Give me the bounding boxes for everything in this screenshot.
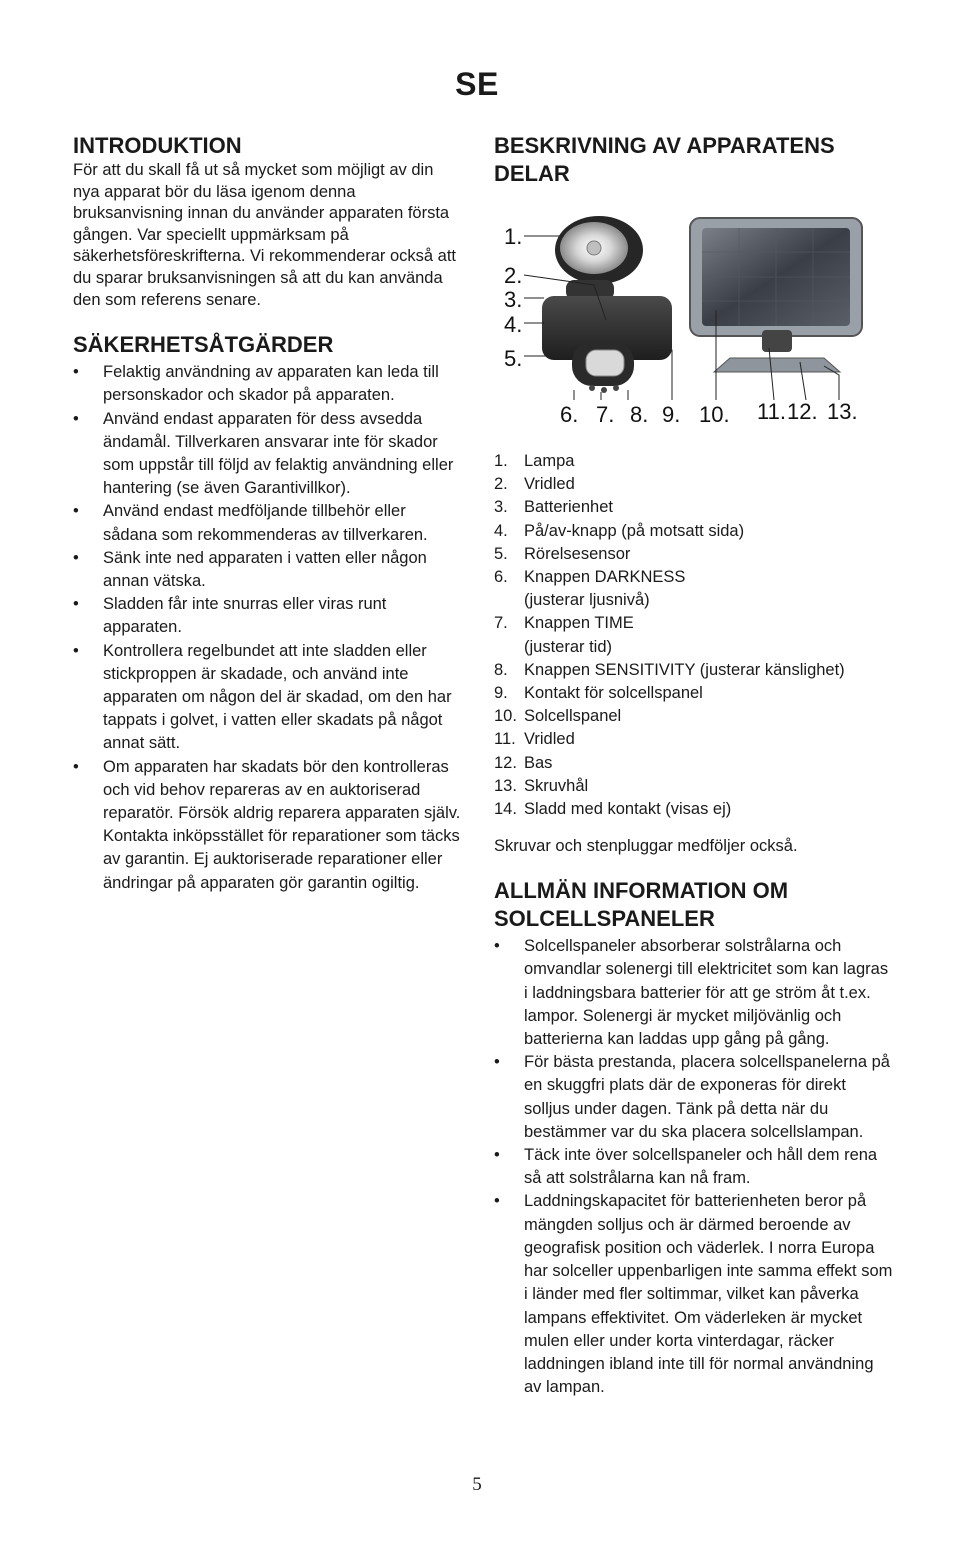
list-item: • Solcellspaneler absorberar solstrålarna och omvandlar solenergi till elektricitet som kan lagras i laddningsbara batterier för att ge ström åt t.ex. lampor. Solenergi är mycket miljövänlig och batterierna kan laddas upp gång på gång. [494,937,889,1049]
list-item: • Felaktig användning av apparaten kan leda till personskador och skador på apparaten. [73,363,439,405]
list-item: 5. Rörelsesensor [494,544,631,563]
bullet-icon: • [73,363,79,382]
bullet-icon: • [494,1053,500,1072]
list-item: 6. Knappen DARKNESS (justerar ljusnivå) [494,568,686,610]
figure-label-13: 13. [827,399,858,424]
figure-label-3: 3. [504,287,523,312]
figure-label-10: 10. [699,402,730,427]
list-item: 2. Vridled [494,475,575,494]
list-item: • Täck inte över solcellspaneler och håll dem rena så att solstrålarna kan nå fram. [494,1146,878,1188]
list-item: 8. Knappen SENSITIVITY (justerar känslighet) [494,660,845,679]
list-item: 14. Sladd med kontakt (visas ej) [494,800,732,819]
parts-list [494,450,894,821]
product-diagram [494,200,894,430]
page-number: 5 [472,1474,482,1495]
list-item: • Kontrollera regelbundet att inte sladden eller stickproppen är skadade, och använd inte apparaten om någon del är skadad, om den har tappats i golvet, i vatten eller skadats på något annat sätt. [73,641,452,753]
page-language-title: SE [455,66,499,102]
bullet-icon: • [73,595,79,614]
list-item: • Använd endast medföljande tillbehör eller sådana som rekommenderas av tillverkaren. [73,502,428,544]
intro-text: För att du skall få ut så mycket som möjligt av din nya apparat bör du läsa igenom denna bruksanvisning innan du använder apparaten första gången. Var speciellt uppmärksam på säkerhetsföreskrifterna. Vi rekommenderar också att du sparar bruksanvisningen så att du kan använda den som referens senare. [73,161,457,309]
figure-label-9: 9. [662,402,681,427]
bullet-icon: • [494,1192,500,1211]
list-item: 12. Bas [494,753,553,772]
list-item: 3. Batterienhet [494,498,613,517]
intro-heading: INTRODUKTION [73,133,242,158]
panel-base [714,358,840,372]
solar-heading: ALLMÄN INFORMATION OM SOLCELLSPANELER [494,878,789,932]
parts-heading: BESKRIVNING AV APPARATENS DELAR [494,133,835,186]
list-item: 4. På/av-knapp (på motsatt sida) [494,521,745,540]
list-item: 7. Knappen TIME (justerar tid) [494,614,634,656]
list-item: • För bästa prestanda, placera solcellspanelerna på en skuggfri plats där de exponeras för direkt solljus under dagen. Tänk på detta när du bestämmer var du ska placera solcellslampan. [494,1053,890,1141]
figure-label-4: 4. [504,312,523,337]
figure-label-8: 8. [630,402,649,427]
list-item: 11. Vridled [494,730,575,749]
bullet-icon: • [73,757,79,776]
accessories-note: Skruvar och stenpluggar medföljer också. [494,837,798,856]
solar-list [494,935,894,1399]
safety-heading: SÄKERHETSÅTGÄRDER [73,332,334,358]
list-item: • Om apparaten har skadats bör den kontrolleras och vid behov repareras av en auktoriserad reparatör. Försök aldrig reparera apparaten själv. Kontakta inköpsstället för reparationer som täcks av garantin. Ej auktoriserade reparationer eller ändringar på apparaten gör garantin ogiltig. [73,757,461,892]
list-item: 13. Skruvhål [494,776,589,795]
bullet-icon: • [73,641,79,660]
list-item: 10. Solcellspanel [494,707,622,726]
bullet-icon: • [494,937,500,956]
figure-label-1: 1. [504,224,523,249]
list-item: • Sladden får inte snurras eller viras runt apparaten. [73,595,387,637]
bullet-icon: • [73,502,79,521]
bullet-icon: • [494,1146,500,1165]
list-item: 9. Kontakt för solcellspanel [494,684,703,703]
list-item: • Sänk inte ned apparaten i vatten eller någon annan vätska. [73,548,427,590]
list-item: 1. Lampa [494,452,575,470]
figure-label-11: 11. [757,399,786,424]
figure-label-5: 5. [504,346,523,371]
bullet-icon: • [73,409,79,428]
figure-label-12: 12. [787,399,818,424]
left-column [73,132,463,895]
figure-label-6: 6. [560,402,579,427]
list-item: • Laddningskapacitet för batterienheten beror på mängden solljus och är därmed beroende av geografisk position och väderlek. I norra Europa har solceller uppenbarligen inte samma effekt som i länder med fler soltimmar, vilket kan påverka lampans effektivitet. Om väderleken är mycket mulen eller under korta vinterdagar, räcker laddningen ibland inte till för normal användning av lampan. [494,1192,893,1397]
product-photo [494,200,894,430]
list-item: • Använd endast apparaten för dess avsedda ändamål. Tillverkaren ansvarar inte för skador som uppstår till följd av felaktig användning eller hantering (se även Garantivillkor). [73,409,454,498]
right-column [494,132,894,1399]
bullet-icon: • [73,548,79,567]
figure-label-7: 7. [596,402,615,427]
figure-label-2: 2. [504,263,523,288]
safety-list [73,361,463,895]
panel-swivel [762,330,792,352]
